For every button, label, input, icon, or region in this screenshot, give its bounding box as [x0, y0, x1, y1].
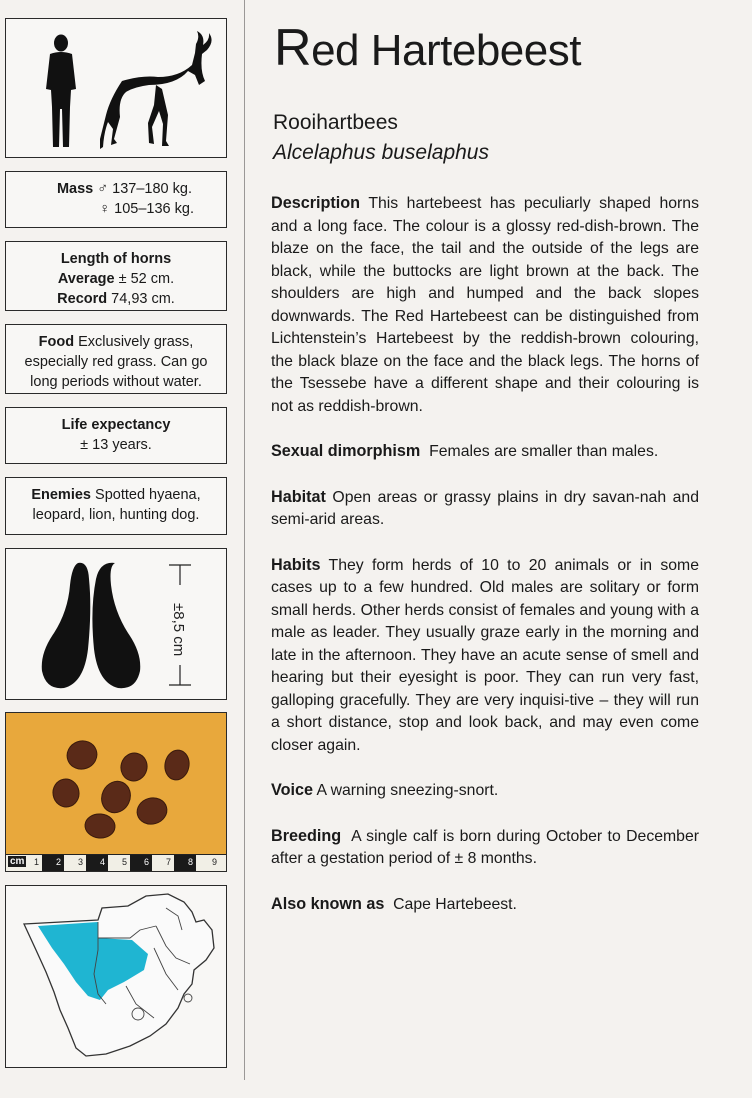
ruler-number: 5 — [122, 857, 128, 867]
mass-male: ♂ 137–180 kg. — [97, 181, 192, 197]
horns-average: ± 52 cm. — [118, 271, 175, 287]
mass-label: Mass — [56, 181, 94, 197]
section-text: They form herds of 10 to 20 animals or in some cases up to a few hundred. Old males are solitary or form small herds. Other herds consist of females and young with a male as leader. They usually graze early in the morning and late in the afternoon. They have an acute sense of smell and hearing but their eyesight is poor. They can run very fast, galloping gracefully. They are very inquisi-tive – they will run a short distance, stop and look back, and may even come closer again. — [271, 556, 700, 754]
life-expectancy-label: Life expectancy — [61, 417, 171, 433]
section-text: A warning sneezing-snort. — [316, 782, 499, 799]
enemies-text-2: leopard, lion, hunting dog. — [32, 507, 200, 523]
section-sexual-dimorphism — [271, 440, 699, 464]
life-expectancy-box — [5, 407, 227, 464]
section-label: Voice — [271, 781, 313, 799]
ruler-unit-label: cm — [10, 856, 25, 867]
food-label: Food — [38, 334, 75, 350]
distribution-map — [6, 886, 225, 1066]
horns-label: Length of horns — [60, 251, 172, 267]
size-comparison-box — [5, 18, 227, 158]
section-label: Habitat — [271, 487, 326, 506]
section-label: Breeding — [271, 826, 342, 845]
section-description — [271, 192, 699, 418]
title-first-letter: R — [274, 19, 312, 77]
scale-ruler — [6, 854, 226, 871]
latin-name: Alcelaphus buselaphus — [273, 141, 489, 164]
section-also-known-as — [271, 893, 699, 917]
species-description — [271, 192, 699, 938]
ruler-number: 9 — [212, 857, 218, 867]
section-label: Also known as — [271, 894, 385, 913]
mass-female: ♀ 105–136 kg. — [99, 201, 194, 217]
horns-average-label: Average — [57, 271, 115, 287]
section-label: Habits — [271, 555, 321, 574]
enemies-label: Enemies — [31, 487, 91, 503]
food-text-1: Exclusively grass, — [78, 334, 194, 350]
droppings-image — [6, 713, 225, 855]
food-box — [5, 324, 227, 394]
distribution-map-box — [5, 885, 227, 1068]
title-rest: ed Hartebeest — [311, 26, 581, 75]
page-title — [274, 18, 581, 78]
enemies-box — [5, 477, 227, 535]
enemies-text-1: Spotted hyaena, — [95, 487, 201, 503]
ruler-number: 2 — [56, 857, 62, 867]
section-text: This hartebeest has peculiarly shaped horns and a long face. The colour is a glossy red-dish-brown. The blaze on the face, the tail and the outside of the legs are black, while the buttocks are light brown at the back. The shoulders are high and humped and the back slopes downwards. The Red Hartebeest can be distinguished from Lichtenstein’s Hartebeest by the reddish-brown colouring, the black blaze on the face and the black legs. The horns of the Tsessebe have a different shape and their colouring is not as reddish-brown. — [271, 195, 699, 415]
column-divider — [244, 0, 245, 1080]
track-size-label: ±8,5 cm — [170, 603, 187, 657]
section-habitat — [271, 486, 699, 532]
mass-box — [5, 171, 227, 228]
horns-box — [5, 241, 227, 311]
ruler-number: 3 — [78, 857, 84, 867]
section-text: Cape Hartebeest. — [393, 895, 517, 913]
ruler-number: 8 — [188, 857, 194, 867]
section-text: Females are smaller than males. — [429, 443, 659, 460]
ruler-number: 6 — [144, 857, 150, 867]
track-box — [5, 548, 227, 700]
afrikaans-name: Rooihartbees — [273, 111, 398, 134]
section-breeding — [271, 825, 699, 871]
droppings-photo — [5, 712, 227, 872]
section-label: Description — [271, 194, 361, 212]
ruler-number: 4 — [100, 857, 106, 867]
food-text-3: long periods without water. — [30, 374, 202, 390]
hoof-track-icon — [6, 549, 225, 698]
horns-record-label: Record — [57, 291, 108, 307]
life-expectancy-value: ± 13 years. — [80, 437, 152, 453]
size-comparison-icon — [6, 19, 225, 156]
section-text: Open areas or grassy plains in dry savan-nah and semi-arid areas. — [271, 488, 700, 528]
ruler-number: 7 — [166, 857, 172, 867]
section-habits — [271, 554, 699, 758]
section-voice — [271, 779, 699, 803]
ruler-number: 1 — [34, 857, 40, 867]
section-label: Sexual dimorphism — [271, 442, 421, 460]
horns-record: 74,93 cm. — [111, 291, 175, 307]
section-text: A single calf is born during October to December after a gestation period of ± 8 months. — [271, 827, 699, 867]
food-text-2: especially red grass. Can go — [24, 354, 208, 370]
